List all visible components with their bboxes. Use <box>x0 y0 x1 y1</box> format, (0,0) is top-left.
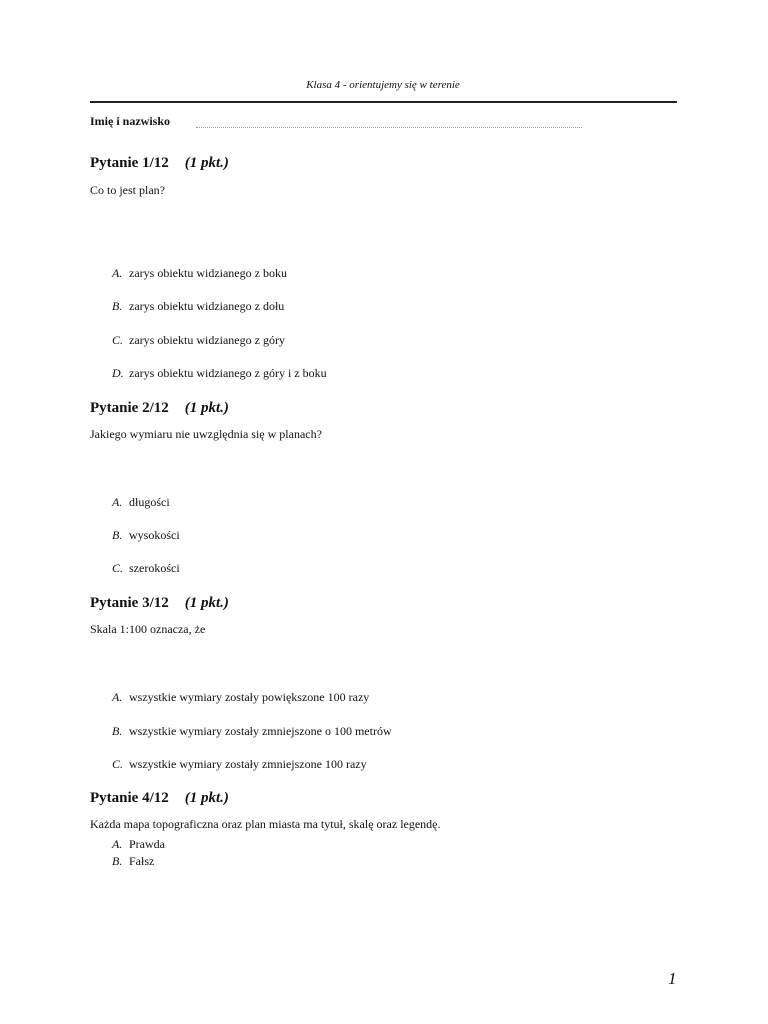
option-letter: A. <box>112 837 123 851</box>
question-3-option-b[interactable] <box>112 724 392 739</box>
question-3-option-c[interactable] <box>112 757 367 772</box>
question-1-title <box>90 155 229 172</box>
option-text: Prawda <box>129 837 165 851</box>
option-text: wysokości <box>129 528 180 542</box>
option-letter: A. <box>112 266 123 280</box>
question-2-title <box>90 400 229 417</box>
option-letter: A. <box>112 690 123 704</box>
question-2-option-c[interactable] <box>112 561 180 576</box>
document-header-title: Klasa 4 - orientujemy się w terenie <box>306 79 460 91</box>
option-text: zarys obiektu widzianego z boku <box>129 266 287 280</box>
question-title-text: Pytanie 2/12 <box>90 400 169 416</box>
question-points: (1 pkt.) <box>184 595 229 611</box>
question-3-title <box>90 595 229 612</box>
question-2-option-b[interactable] <box>112 528 180 543</box>
question-title-text: Pytanie 3/12 <box>90 595 169 611</box>
header-divider <box>90 101 677 103</box>
option-letter: B. <box>112 854 123 868</box>
name-label: Imię i nazwisko <box>90 114 171 128</box>
option-text: szerokości <box>129 561 180 575</box>
question-1-option-b[interactable] <box>112 299 284 314</box>
page-number: 1 <box>668 969 677 988</box>
option-text: wszystkie wymiary zostały powiększone 100 razy <box>129 690 370 704</box>
name-input-line[interactable] <box>196 127 582 128</box>
question-1-option-a[interactable] <box>112 266 287 281</box>
question-4-option-b[interactable] <box>112 854 154 869</box>
question-title-text: Pytanie 4/12 <box>90 790 169 806</box>
question-3-text: Skala 1:100 oznacza, że <box>90 622 206 636</box>
option-text: wszystkie wymiary zostały zmniejszone 100 razy <box>129 757 367 771</box>
question-1-text: Co to jest plan? <box>90 183 165 197</box>
option-text: zarys obiektu widzianego z góry i z boku <box>129 366 327 380</box>
option-letter: A. <box>112 495 123 509</box>
question-2-option-a[interactable] <box>112 495 170 510</box>
option-letter: B. <box>112 724 123 738</box>
question-1-option-d[interactable] <box>112 366 327 381</box>
option-letter: D. <box>112 366 124 380</box>
option-letter: C. <box>112 561 124 575</box>
question-1-option-c[interactable] <box>112 333 285 348</box>
question-3-option-a[interactable] <box>112 690 369 705</box>
option-letter: C. <box>112 333 124 347</box>
option-letter: C. <box>112 757 124 771</box>
option-text: długości <box>129 495 170 509</box>
question-2-text: Jakiego wymiaru nie uwzględnia się w planach? <box>90 427 322 441</box>
option-letter: B. <box>112 299 123 313</box>
option-text: zarys obiektu widzianego z dołu <box>129 299 285 313</box>
option-text: wszystkie wymiary zostały zmniejszone o 100 metrów <box>129 724 392 738</box>
question-4-title <box>90 790 229 807</box>
question-points: (1 pkt.) <box>184 155 229 171</box>
option-text: Fałsz <box>129 854 155 868</box>
question-title-text: Pytanie 1/12 <box>90 155 169 171</box>
question-points: (1 pkt.) <box>184 400 229 416</box>
option-letter: B. <box>112 528 123 542</box>
option-text: zarys obiektu widzianego z góry <box>129 333 285 347</box>
question-points: (1 pkt.) <box>184 790 229 806</box>
question-4-option-a[interactable] <box>112 837 165 852</box>
question-4-text: Każda mapa topograficzna oraz plan miasta ma tytuł, skalę oraz legendę. <box>90 817 441 831</box>
